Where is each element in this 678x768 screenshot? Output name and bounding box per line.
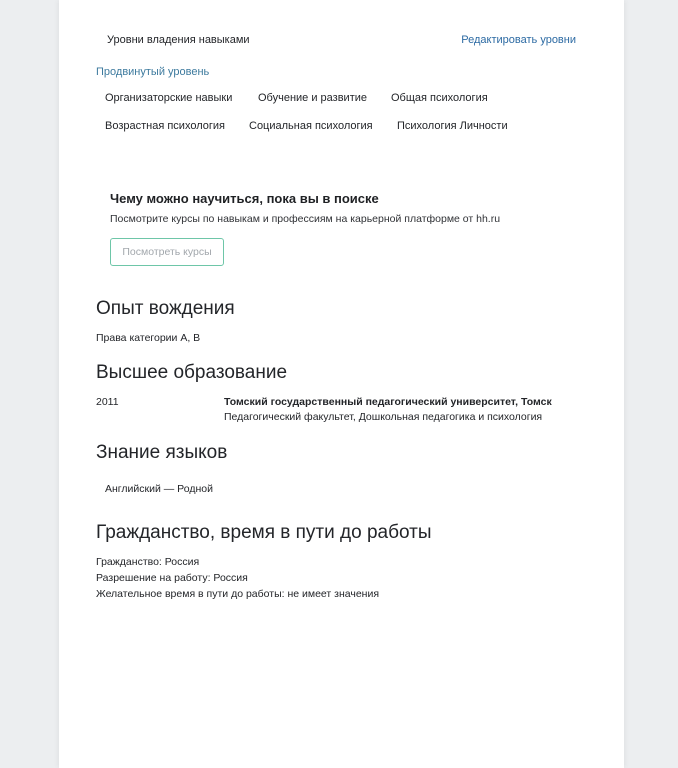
view-courses-button[interactable]: Посмотреть курсы [110,238,224,266]
skill-tag: Социальная психология [249,120,373,132]
skill-tag: Обучение и развитие [258,92,368,104]
commute-time-line: Желательное время в пути до работы: не имеет значения [96,588,380,600]
education-university: Томский государственный педагогический университет, Томск [224,396,552,408]
education-year: 2011 [96,396,119,408]
advanced-level-label: Продвинутый уровень [96,66,210,78]
skill-tag: Организаторские навыки [105,92,233,104]
citizenship-section-title: Гражданство, время в пути до работы [96,522,432,543]
skill-tag: Возрастная психология [105,120,225,132]
driving-license-text: Права категории A, B [96,332,201,344]
promo-title: Чему можно научиться, пока вы в поиске [110,191,379,206]
driving-section-title: Опыт вождения [96,298,235,319]
work-permit-line: Разрешение на работу: Россия [96,572,248,584]
skills-levels-title: Уровни владения навыками [107,34,250,46]
edit-levels-link[interactable]: Редактировать уровни [461,34,576,46]
promo-text: Посмотрите курсы по навыкам и профессиям на карьерной платформе от hh.ru [110,213,501,225]
resume-card [59,0,624,768]
education-section-title: Высшее образование [96,362,288,383]
language-item: Английский — Родной [105,483,213,495]
skill-tag: Психология Личности [397,120,508,132]
skill-tag: Общая психология [391,92,488,104]
education-faculty: Педагогический факультет, Дошкольная педагогика и психология [224,411,543,423]
languages-section-title: Знание языков [96,442,228,463]
citizenship-line: Гражданство: Россия [96,556,200,568]
